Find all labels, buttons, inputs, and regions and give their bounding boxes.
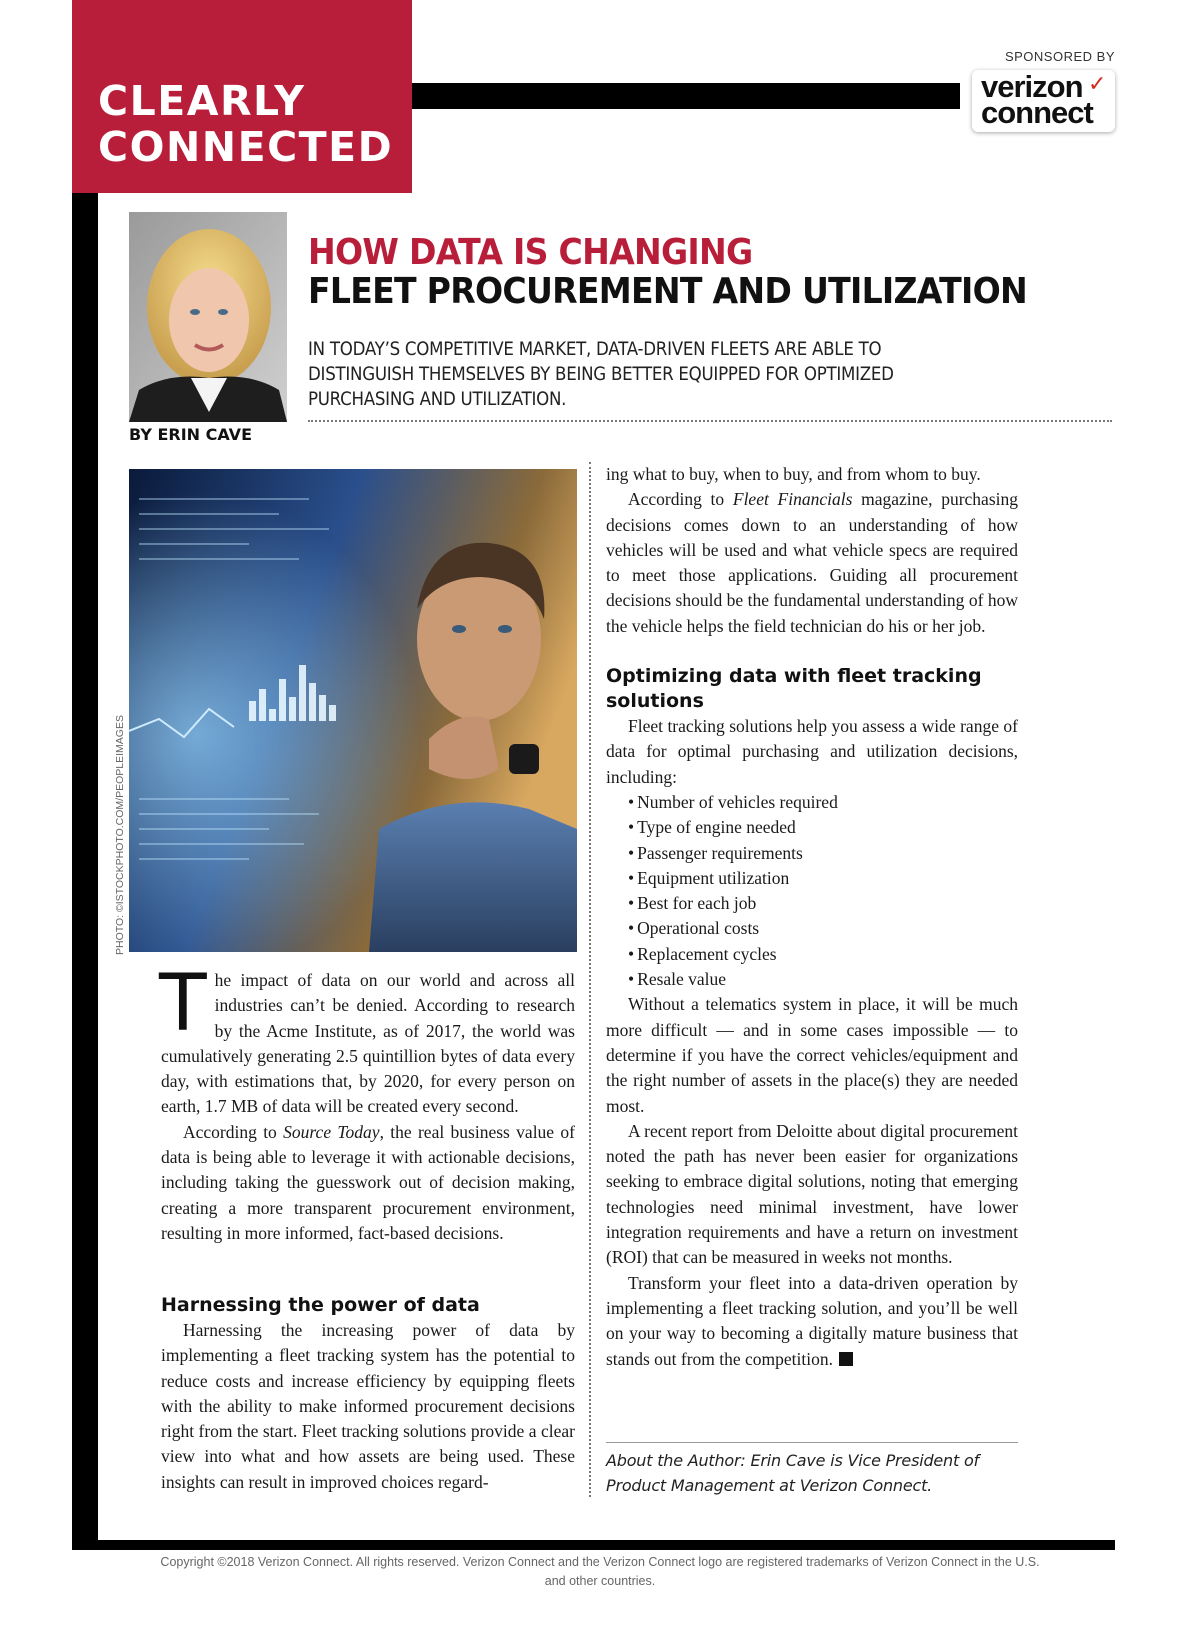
list-item: • Equipment utilization (628, 866, 1018, 891)
main-photo (129, 469, 577, 952)
paragraph-2 (161, 1120, 575, 1246)
paragraph-4 (606, 487, 1018, 639)
headline-line-2: FLEET PROCUREMENT AND UTILIZATION (308, 271, 1027, 312)
deck-subtitle: IN TODAY’S COMPETITIVE MARKET, DATA-DRIVEN FLEETS ARE ABLE TO DISTINGUISH THEMSELVES BY BEING BETTER EQUIPPED FOR OPTIMIZED PURCHASING AND UTILIZATION. (308, 339, 894, 410)
intro-paragraph (159, 959, 575, 1120)
byline: BY ERIN CAVE (129, 425, 252, 444)
sponsor-logo-word-2: connect (981, 95, 1093, 130)
subhead-harnessing: Harnessing the power of data (161, 1294, 480, 1316)
checkmark-icon: ✓ (1088, 72, 1107, 97)
list-item: • Type of engine needed (628, 815, 1018, 840)
paragraph-6: Without a telematics system in place, it will be much more difficult — and in some cases impossible — to determine if you have the correct vehicles/equipment and the right number of assets in the place(s) they are needed most. (606, 994, 1018, 1116)
paragraph-4-start: According to (628, 489, 733, 510)
end-mark-icon (839, 1352, 853, 1366)
paragraph-8 (606, 1271, 1018, 1372)
left-frame-bar (72, 193, 98, 1550)
paragraph-3-continued: ing what to buy, when to buy, and from whom to buy. (606, 464, 981, 484)
source-today-title: Source Today (283, 1121, 380, 1142)
headline-line-1: HOW DATA IS CHANGING (308, 232, 753, 273)
copyright-notice: Copyright ©2018 Verizon Connect. All rights reserved. Verizon Connect and the Verizon Connect logo are registered trademarks of Verizon Connect in the U.S. and other countries. (160, 1555, 1040, 1588)
list-item: • Passenger requirements (628, 841, 1018, 866)
list-item: • Best for each job (628, 891, 1018, 916)
bottom-frame-bar (72, 1540, 1115, 1550)
decision-factors-list (606, 790, 1018, 992)
paragraph-2-start: According to (183, 1121, 284, 1142)
drop-cap: T (159, 959, 207, 1049)
fleet-financials-title: Fleet Financials (732, 489, 853, 510)
paragraph-4-rest: magazine, purchasing decisions comes down to an understanding of how vehicles will be used and what vehicle specs are required to meet those applications. Guiding all procurement decisions should be the fundamental understanding of how the vehicle helps the field technician do his or her job. (606, 489, 1018, 636)
sponsor-logo-word-1: verizon (981, 69, 1083, 104)
left-column-bottom (161, 1293, 575, 1495)
column-divider (589, 462, 591, 1497)
author-portrait (129, 212, 287, 422)
about-the-author: About the Author: Erin Cave is Vice President of Product Management at Verizon Connect. (606, 1451, 979, 1495)
sponsored-by-label: SPONSORED BY (1004, 49, 1115, 64)
paragraph-2-rest: , the real business value of data is being able to leverage it with actionable decisions, including taking the guesswork out of decision making, creating a more transparent procurement environment, resulting in more informed, fact-based decisions. (161, 1121, 575, 1243)
list-item: • Replacement cycles (628, 942, 1018, 967)
list-item: • Number of vehicles required (628, 790, 1018, 815)
list-item: • Resale value (628, 967, 1018, 992)
right-column (606, 462, 1018, 1372)
intro-text: he impact of data on our world and across all industries can’t be denied. According to research by the Acme Institute, as of 2017, the world was cumulatively generating 2.5 quintillion bytes of data every day, with estimations that, by 2020, for every person on earth, 1.7 MB of data will be created every second. (161, 970, 575, 1117)
section-title: CLEARLY CONNECTED (98, 77, 394, 171)
paragraph-5: Fleet tracking solutions help you assess a wide range of data for optimal purchasing and utilization decisions, including: (606, 716, 1018, 787)
subhead-optimizing: Optimizing data with fleet tracking solutions (606, 665, 982, 713)
paragraph-7: A recent report from Deloitte about digital procurement noted the path has never been easier for organizations seeking to embrace digital solutions, noting that emerging technologies need minimal investment, have lower integration requirements and have a return on investment (ROI) that can be measured in weeks not months. (606, 1120, 1018, 1268)
dotted-divider (308, 420, 1112, 422)
header-rule (412, 83, 960, 109)
paragraph-8-text: Transform your fleet into a data-driven operation by implementing a fleet tracking solution, and you’ll be well on your way to becoming a digitally mature business that stands out from the competition. (606, 1272, 1018, 1369)
left-column-top (159, 959, 575, 1246)
photo-credit: PHOTO: ©ISTOCKPHOTO.COM/PEOPLEIMAGES (114, 715, 126, 955)
author-note-rule (606, 1442, 1018, 1443)
paragraph-3: Harnessing the increasing power of data by implementing a fleet tracking system has the potential to reduce costs and increase efficiency by equipping fleets with the ability to make informed procurement decisions right from the start. Fleet tracking solutions provide a clear view into what and how assets are being used. These insights can result in improved choices regard- (161, 1320, 575, 1492)
list-item: • Operational costs (628, 916, 1018, 941)
